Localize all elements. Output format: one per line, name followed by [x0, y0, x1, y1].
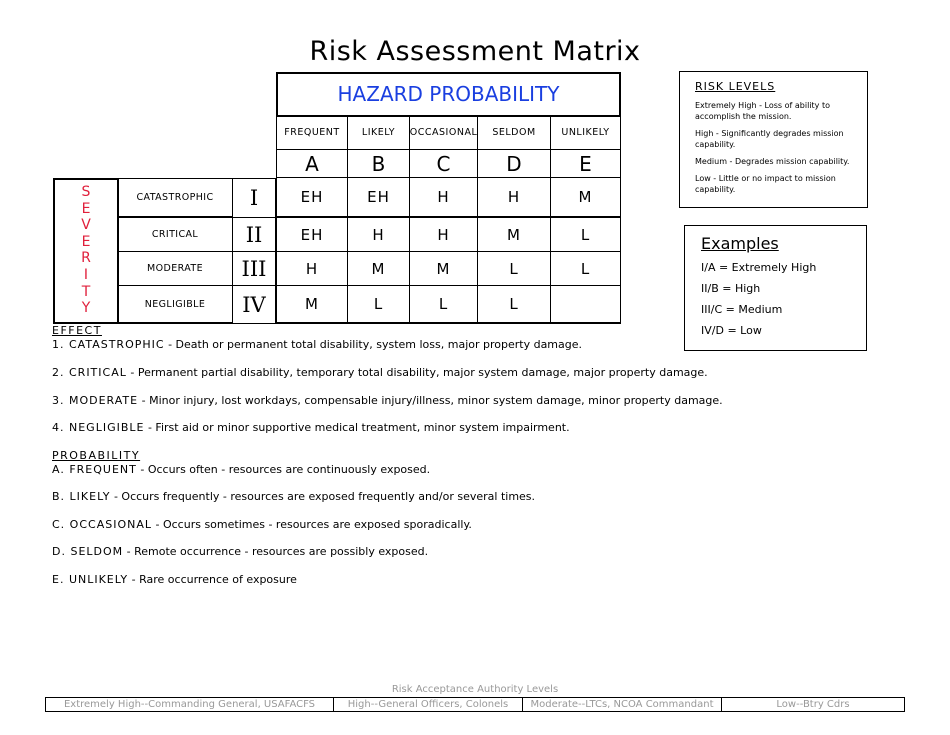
severity-letter: R	[81, 250, 91, 267]
risk-cell	[551, 286, 621, 324]
risk-levels-box	[679, 71, 868, 208]
effect-definition	[52, 421, 570, 434]
acceptance-cell: High--General Officers, Colonels	[334, 698, 523, 711]
definition-text: - Rare occurrence of exposure	[128, 573, 297, 586]
definition-text: - Occurs sometimes - resources are exposed sporadically.	[152, 518, 472, 531]
probability-heading: PROBABILITY	[52, 449, 141, 462]
examples-heading: Examples	[701, 234, 779, 253]
definition-term: 2. CRITICAL	[52, 366, 127, 379]
acceptance-cell: Moderate--LTCs, NCOA Commandant	[523, 698, 722, 711]
probability-definition	[52, 545, 428, 558]
acceptance-heading: Risk Acceptance Authority Levels	[391, 684, 559, 695]
definition-term: D. SELDOM	[52, 545, 124, 558]
severity-row-label: MODERATE	[118, 252, 233, 286]
probability-definition	[52, 573, 297, 586]
definition-text: - Remote occurrence - resources are possibly exposed.	[123, 545, 429, 558]
risk-cell: L	[478, 286, 551, 324]
risk-cell: L	[348, 286, 410, 324]
column-letter: D	[478, 150, 551, 178]
severity-letter: V	[81, 217, 91, 234]
severity-row-label: CATASTROPHIC	[118, 178, 233, 218]
risk-level-item: Low - Little or no impact to mission capability.	[695, 174, 836, 194]
risk-cell: H	[410, 178, 478, 218]
severity-roman-numeral: I	[233, 178, 276, 218]
severity-letter: T	[81, 283, 91, 300]
severity-letter: E	[81, 233, 91, 250]
column-header: SELDOM	[478, 116, 551, 150]
risk-level-item: High - Significantly degrades mission capability.	[695, 129, 844, 149]
page-title: Risk Assessment Matrix	[309, 36, 641, 67]
definition-term: C. OCCASIONAL	[52, 518, 152, 531]
definition-term: E. UNLIKELY	[52, 573, 129, 586]
definition-term: B. LIKELY	[52, 490, 111, 503]
risk-cell: M	[348, 252, 410, 286]
risk-cell: M	[551, 178, 621, 218]
severity-letter: I	[83, 266, 89, 283]
risk-cell: EH	[276, 178, 348, 218]
column-header: FREQUENT	[276, 116, 348, 150]
severity-roman-numeral: III	[233, 252, 276, 286]
risk-level-item: Medium - Degrades mission capability.	[695, 157, 850, 166]
column-letter: B	[348, 150, 410, 178]
definition-term: 1. CATASTROPHIC	[52, 338, 165, 351]
effect-definition	[52, 338, 582, 351]
severity-letter: E	[81, 200, 91, 217]
acceptance-cell: Low--Btry Cdrs	[776, 699, 850, 710]
column-letter: E	[551, 150, 621, 178]
effect-heading: EFFECT	[52, 324, 102, 337]
risk-cell: M	[478, 218, 551, 252]
severity-roman-numeral: IV	[233, 286, 276, 324]
risk-cell: EH	[348, 178, 410, 218]
column-header: OCCASIONAL	[410, 116, 478, 150]
severity-letter: Y	[81, 300, 91, 317]
effect-definition	[52, 366, 708, 379]
column-letter: C	[410, 150, 478, 178]
acceptance-table	[45, 697, 905, 712]
risk-cell: H	[348, 218, 410, 252]
example-item: II/B = High	[701, 282, 761, 295]
risk-cell: L	[410, 286, 478, 324]
risk-cell: M	[410, 252, 478, 286]
hazard-probability-header: HAZARD PROBABILITY	[276, 72, 621, 117]
risk-cell: L	[551, 252, 621, 286]
definition-text: - First aid or minor supportive medical treatment, minor system impairment.	[144, 421, 570, 434]
severity-roman-numeral: II	[233, 218, 276, 252]
examples-box	[684, 225, 867, 351]
column-header: LIKELY	[348, 116, 410, 150]
risk-level-item: Extremely High - Loss of ability to accomplish the mission.	[695, 101, 830, 121]
severity-letter: S	[81, 184, 91, 200]
severity-label	[53, 178, 119, 324]
risk-cell: H	[276, 252, 348, 286]
probability-definition	[52, 490, 535, 503]
example-item: III/C = Medium	[701, 303, 783, 316]
acceptance-cell: Extremely High--Commanding General, USAFACFS	[46, 698, 334, 711]
definition-term: A. FREQUENT	[52, 463, 137, 476]
probability-definition	[52, 463, 430, 476]
definition-text: - Minor injury, lost workdays, compensable injury/illness, minor system damage, minor property damage.	[138, 394, 723, 407]
risk-cell: L	[478, 252, 551, 286]
severity-row-label: NEGLIGIBLE	[118, 286, 233, 324]
risk-cell: EH	[276, 218, 348, 252]
risk-levels-heading: RISK LEVELS	[695, 80, 776, 93]
definition-term: 3. MODERATE	[52, 394, 139, 407]
effect-definition	[52, 394, 723, 407]
probability-definition	[52, 518, 472, 531]
column-letter: A	[276, 150, 348, 178]
definition-text: - Occurs frequently - resources are exposed frequently and/or several times.	[110, 490, 536, 503]
example-item: I/A = Extremely High	[701, 261, 817, 274]
definition-term: 4. NEGLIGIBLE	[52, 421, 145, 434]
risk-cell: H	[478, 178, 551, 218]
column-header: UNLIKELY	[551, 116, 621, 150]
risk-cell: L	[551, 218, 621, 252]
definition-text: - Permanent partial disability, temporary total disability, major system damage, major property damage.	[126, 366, 708, 379]
risk-cell: H	[410, 218, 478, 252]
risk-cell: M	[276, 286, 348, 324]
definition-text: - Occurs often - resources are continuously exposed.	[136, 463, 431, 476]
definition-text: - Death or permanent total disability, system loss, major property damage.	[164, 338, 583, 351]
severity-row-label: CRITICAL	[118, 218, 233, 252]
example-item: IV/D = Low	[701, 324, 762, 337]
